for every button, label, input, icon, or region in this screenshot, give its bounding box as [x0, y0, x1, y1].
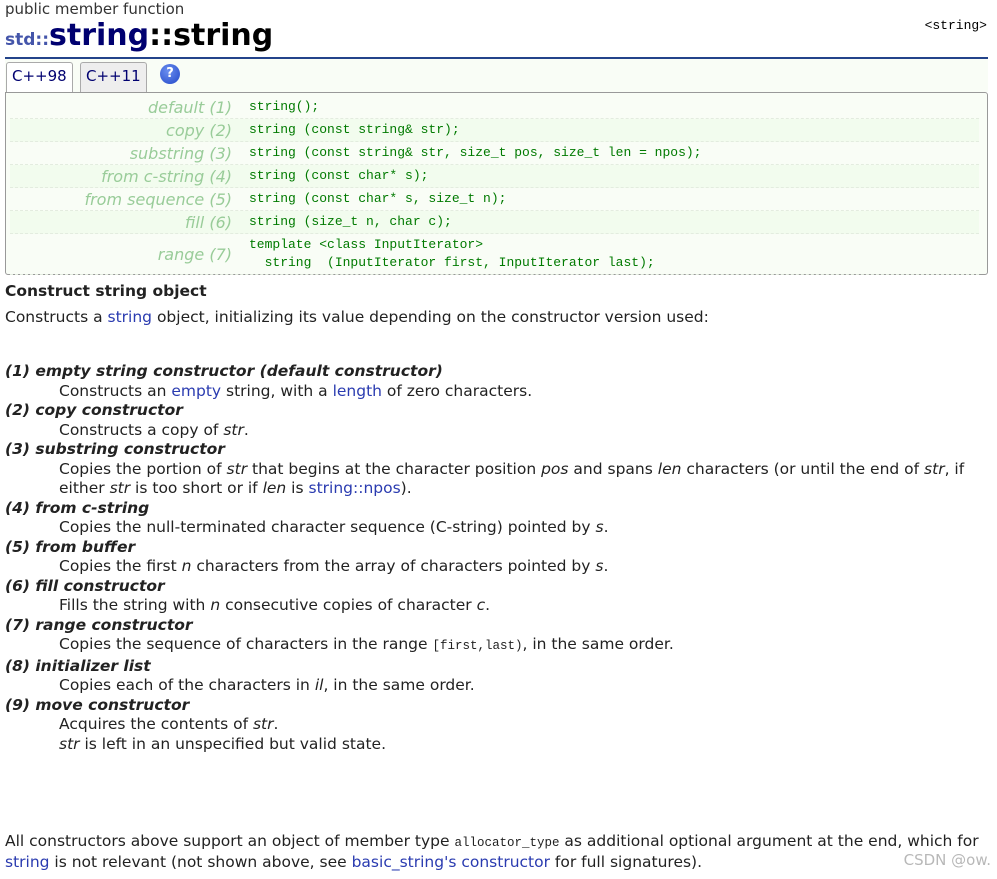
text: that begins at the character position [247, 459, 542, 478]
text: Constructs a copy of [59, 420, 224, 439]
text: . [273, 715, 279, 733]
constructor-list [5, 362, 990, 754]
title-sep: :: [149, 18, 174, 53]
param-name: str [226, 459, 248, 478]
member-kind: public member function [5, 0, 185, 18]
constructor-desc [5, 676, 990, 696]
constructor-item [5, 401, 990, 440]
param-name: n [210, 596, 221, 614]
tab-cpp11[interactable]: C++11 [80, 62, 147, 92]
prototype-row [10, 165, 979, 188]
prototype-row [10, 188, 979, 211]
text: Constructs an [59, 381, 172, 400]
prototype-row [10, 142, 979, 165]
prototype-code: template <class InputIterator> string (InputIterator first, InputIterator last); [249, 237, 655, 270]
prototype-row [10, 119, 979, 142]
param-name: s [595, 518, 604, 536]
prototype-label: default (1) [147, 97, 232, 117]
text: characters from the array of characters pointed by [191, 557, 596, 575]
text: characters (or until the end of [681, 459, 925, 478]
text: and spans [568, 459, 658, 478]
text: is [286, 479, 309, 497]
tab-cpp98[interactable]: C++98 [6, 62, 73, 92]
watermark: CSDN @ow. [903, 851, 991, 869]
prototype-label: range (7) [157, 244, 232, 264]
constructor-title: (1) empty string constructor (default constructor) [5, 362, 443, 380]
text: Copies the portion of [59, 459, 227, 478]
constructor-desc [5, 460, 990, 499]
param-name: len [262, 479, 287, 497]
text: as additional optional argument at the end, which for [559, 832, 979, 850]
text: Acquires the contents of [59, 715, 253, 733]
constructor-item [5, 696, 990, 755]
text: is not relevant (not shown above, see [49, 853, 352, 871]
param-name: str [59, 734, 80, 753]
text: Constructs a [5, 307, 108, 326]
constructor-title: (3) substring constructor [5, 440, 225, 458]
section-title: Construct string object [5, 282, 207, 300]
text: of zero characters. [382, 381, 533, 400]
constructor-item [5, 538, 990, 577]
constructor-desc [5, 382, 990, 402]
prototype-label: substring (3) [129, 143, 232, 163]
text: Copies the first [59, 557, 182, 575]
text: All constructors above support an object of member type [5, 832, 455, 850]
prototype-label: copy (2) [166, 120, 232, 140]
link[interactable]: basic_string's constructor [351, 853, 550, 871]
param-name: il [314, 676, 324, 694]
link[interactable]: string::npos [308, 479, 401, 497]
prototype-code: string (const char* s, size_t n); [249, 191, 507, 206]
help-icon[interactable]: ? [160, 64, 180, 84]
param-name: c [476, 596, 486, 614]
constructor-title: (5) from buffer [5, 537, 136, 556]
link[interactable]: length [332, 381, 382, 400]
prototype-code: string (size_t n, char c); [249, 214, 452, 229]
prototype-code: string(); [249, 99, 320, 114]
link[interactable]: empty [171, 381, 222, 400]
constructor-desc [5, 596, 990, 616]
title-class: string [49, 18, 150, 53]
intro-text [5, 308, 990, 328]
constructor-title: (8) initializer list [5, 656, 151, 675]
title-namespace: std:: [5, 30, 50, 50]
prototype-label: fill (6) [185, 212, 232, 232]
constructor-desc [5, 518, 990, 538]
prototype-table [5, 92, 988, 275]
constructor-desc [5, 635, 990, 657]
constructor-item [5, 616, 990, 657]
text: . [603, 518, 609, 536]
code-inline: [first,last) [432, 639, 523, 653]
constructor-item [5, 657, 990, 696]
text: . [603, 557, 609, 575]
text: Copies the sequence of characters in the range [59, 635, 433, 653]
text: Copies the null-terminated character sequence (C-string) pointed by [59, 518, 596, 536]
constructor-desc [5, 421, 990, 441]
prototype-row [10, 211, 979, 234]
constructor-title: (4) from c-string [5, 498, 150, 517]
text: string, with a [221, 381, 333, 400]
text: consecutive copies of character [220, 596, 477, 614]
param-name: str [924, 459, 945, 478]
constructor-item [5, 577, 990, 616]
prototype-row [10, 96, 979, 119]
text: for full signatures). [549, 853, 703, 871]
header-file: <string> [924, 18, 987, 33]
text: ). [400, 479, 412, 497]
prototype-code: string (const string& str); [249, 122, 460, 137]
footer-note [5, 832, 990, 872]
text: object, initializing its value depending on the constructor version used: [152, 307, 709, 326]
text: Fills the string with [59, 596, 211, 614]
title-name: string [173, 18, 274, 53]
constructor-title: (2) copy constructor [5, 401, 183, 419]
constructor-item [5, 499, 990, 538]
constructor-item [5, 440, 990, 499]
constructor-desc [5, 735, 990, 755]
prototype-label: from sequence (5) [84, 189, 232, 209]
text: , in the same order. [522, 635, 674, 653]
description [5, 282, 990, 754]
param-name: str [252, 715, 274, 733]
text: is left in an unspecified but valid state. [79, 734, 387, 753]
text: , if either [59, 459, 965, 497]
constructor-item [5, 362, 990, 401]
text: is too short or if [130, 479, 263, 497]
text: . [243, 420, 249, 439]
constructor-title: (6) fill constructor [5, 576, 165, 595]
param-name: len [657, 459, 682, 478]
constructor-desc [5, 715, 990, 735]
param-name: str [223, 420, 244, 439]
link[interactable]: string [107, 307, 153, 326]
link[interactable]: string [5, 853, 50, 871]
page-title [5, 18, 273, 53]
param-name: pos [541, 459, 569, 478]
constructor-desc [5, 557, 990, 577]
prototype-code: string (const char* s); [249, 168, 429, 183]
version-tabs [5, 59, 988, 92]
param-name: s [595, 557, 604, 575]
constructor-title: (9) move constructor [5, 695, 190, 714]
prototype-code: string (const string& str, size_t pos, size_t len = npos); [249, 145, 702, 160]
text: , in the same order. [323, 676, 475, 694]
constructor-title: (7) range constructor [5, 615, 193, 634]
text: Copies each of the characters in [59, 676, 315, 694]
prototype-row [10, 234, 979, 275]
prototype-label: from c-string (4) [101, 166, 232, 186]
param-name: n [181, 557, 192, 575]
param-name: str [109, 479, 131, 497]
text: . [485, 596, 491, 614]
code-inline: allocator_type [454, 836, 560, 850]
